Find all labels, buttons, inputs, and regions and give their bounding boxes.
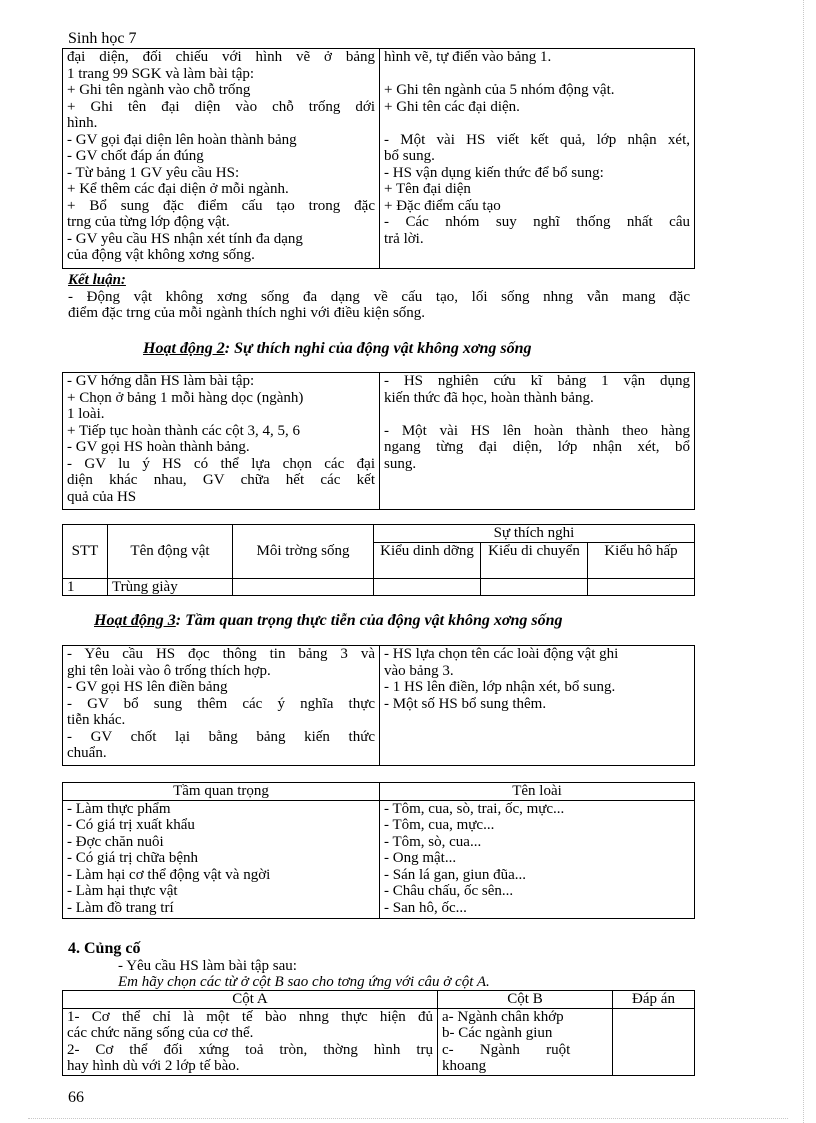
text-line: + Bổ sung đặc điểm cấu tạo trong đặc — [67, 197, 375, 214]
row-number: 1 — [63, 578, 108, 596]
text-line: - Động vật không xơng sống đa dạng về cấu tạo, lối sống nhng vẫn mang đặc — [68, 289, 690, 305]
text-line: hình vẽ, tự điển vào bảng 1. — [384, 49, 552, 65]
col-a-content — [63, 1008, 438, 1075]
importance-item: - Làm thực phẩm — [67, 800, 171, 817]
species-list — [380, 800, 695, 918]
text-line: + Tiếp tục hoàn thành các cột 3, 4, 5, 6 — [67, 422, 301, 439]
text-line: a- Ngành chân khớp — [442, 1008, 564, 1025]
text-line: các chức năng sống của cơ thể. — [67, 1025, 254, 1041]
col-b-content — [438, 1008, 613, 1075]
col-species: Tên loài — [380, 783, 695, 801]
text-line: - GV yêu cầu HS nhận xét tính đa dạng — [67, 230, 303, 247]
text-line: + Tên đại diện — [384, 181, 471, 197]
text-line: + Ghi tên các đại diện. — [384, 98, 520, 115]
activity3-title: : Tầm quan trọng thực tiễn của động vật không xơng sống — [175, 612, 563, 629]
activity1-table — [62, 48, 695, 269]
text-line: - GV chốt lại bằng bảng kiến thức — [67, 728, 375, 745]
col-answer-header: Đáp án — [613, 991, 695, 1009]
text-line — [384, 115, 690, 132]
text-line — [384, 66, 690, 83]
text-line: - GV gọi HS hoàn thành bảng. — [67, 439, 250, 455]
text-line: + Ghi tên ngành của 5 nhóm động vật. — [384, 82, 615, 98]
text-line: - Một vài HS lên hoàn thành theo hàng — [384, 422, 690, 439]
species-item: - Châu chấu, ốc sên... — [384, 883, 514, 899]
species-item: - Ong mật... — [384, 850, 457, 866]
activity2-student-cell — [380, 373, 695, 510]
species-item: - Tôm, sò, cua... — [384, 833, 482, 850]
text-line: chuẩn. — [67, 745, 107, 761]
text-line: - GV bổ sung thêm các ý nghĩa thực — [67, 695, 375, 712]
text-line: diện khác nhau, GV chữa hết các kết — [67, 472, 375, 488]
row-respiration — [588, 578, 695, 596]
text-line: tiễn khác. — [67, 712, 126, 728]
text-line: bổ sung. — [384, 148, 435, 164]
section4-instruction: - Yêu cầu HS làm bài tập sau: — [118, 958, 297, 974]
text-line: - HS nghiên cứu kĩ bảng 1 vận dụng — [384, 373, 690, 389]
importance-item: - Có giá trị chữa bệnh — [67, 850, 199, 866]
text-line: của động vật không xơng sống. — [67, 247, 255, 263]
species-item: - Sán lá gan, giun đũa... — [384, 866, 527, 883]
text-line: - GV gọi đại diện lên hoàn thành bảng — [67, 131, 297, 148]
text-line: - Yêu cầu HS đọc thông tin bảng 3 và — [67, 646, 375, 662]
text-line: - Một vài HS viết kết quả, lớp nhận xét, — [384, 131, 690, 148]
importance-item: - Làm đồ trang trí — [67, 899, 174, 916]
text-line: vào bảng 3. — [384, 662, 454, 679]
text-line: - GV hớng dẫn HS làm bài tập: — [67, 373, 255, 389]
text-line: 1- Cơ thể chỉ là một tế bào nhng thực hiện đủ — [67, 1008, 433, 1025]
text-line: ngang từng đại diện, lớp nhận xét, bổ — [384, 439, 690, 455]
activity2-teacher-cell — [63, 373, 380, 510]
text-line: đại diện, đối chiếu với hình vẽ ở bảng — [67, 49, 375, 65]
row-environment — [233, 578, 374, 596]
activity1-teacher-cell — [63, 49, 380, 269]
activity3-teacher-cell — [63, 646, 380, 766]
conclusion-title: Kết luận: — [68, 272, 126, 288]
species-item: - Tôm, cua, sò, trai, ốc, mực... — [384, 800, 565, 817]
bottom-margin-line — [28, 1118, 788, 1119]
col-a-header: Cột A — [63, 991, 438, 1009]
text-line: + Đặc điểm cấu tạo — [384, 197, 501, 214]
activity2-label: Hoạt động 2 — [143, 340, 225, 357]
right-margin-line — [803, 0, 804, 1123]
col-animal-name: Tên động vật — [108, 525, 233, 579]
species-item: - San hô, ốc... — [384, 899, 467, 916]
activity1-student-cell — [380, 49, 695, 269]
text-line: - Từ bảng 1 GV yêu cầu HS: — [67, 164, 240, 181]
text-line: - GV lu ý HS có thể lựa chọn các đại — [67, 455, 375, 472]
activity2-heading — [143, 341, 532, 357]
activity3-label: Hoạt động 3 — [94, 612, 176, 629]
col-importance: Tầm quan trọng — [63, 783, 380, 801]
text-line: - GV chốt đáp án đúng — [67, 148, 204, 164]
importance-item: - Làm hại thực vật — [67, 883, 178, 899]
adaptation-table — [62, 524, 695, 596]
col-nutrition: Kiểu dinh dỡng — [374, 542, 481, 578]
text-line: hay hình dù với 2 lớp tế bào. — [67, 1058, 240, 1074]
matching-table — [62, 990, 695, 1076]
importance-item: - Đợc chăn nuôi — [67, 833, 164, 850]
text-line: - HS lựa chọn tên các loài động vật ghi — [384, 646, 619, 662]
text-line: 1 trang 99 SGK và làm bài tập: — [67, 65, 255, 82]
conclusion-text — [68, 289, 690, 321]
section4-title: 4. Củng cố — [68, 940, 141, 957]
text-line: - 1 HS lên điền, lớp nhận xét, bổ sung. — [384, 679, 616, 695]
text-line: + Kể thêm các đại diện ở mỗi ngành. — [67, 181, 289, 197]
text-line: + Chọn ở bảng 1 mỗi hàng dọc (ngành) — [67, 389, 304, 406]
text-line: hình. — [67, 115, 98, 131]
text-line: sung. — [384, 455, 417, 472]
col-stt: STT — [63, 525, 108, 579]
row-animal-name: Trùng giày — [108, 578, 233, 596]
text-line: 1 loài. — [67, 406, 105, 422]
importance-list — [63, 800, 380, 918]
text-line: trng của từng lớp động vật. — [67, 214, 230, 230]
activity2-title: : Sự thích nghi của động vật không xơng sống — [224, 340, 532, 357]
section4-prompt: Em hãy chọn các từ ở cột B sao cho tơng ứng với câu ở cột A. — [118, 974, 490, 990]
activity3-heading — [94, 613, 562, 629]
col-answer-content — [613, 1008, 695, 1075]
page-number: 66 — [68, 1089, 84, 1106]
text-line: - Các nhóm suy nghĩ thống nhất câu — [384, 214, 690, 230]
text-line: - HS vận dụng kiến thức để bổ sung: — [384, 164, 604, 181]
importance-item: - Có giá trị xuất khẩu — [67, 817, 195, 833]
col-respiration: Kiểu hô hấp — [588, 542, 695, 578]
col-b-header: Cột B — [438, 991, 613, 1009]
row-locomotion — [481, 578, 588, 596]
text-line: kiến thức đã học, hoàn thành bảng. — [384, 389, 594, 406]
text-line: điểm đặc trng của mỗi ngành thích nghi với điều kiện sống. — [68, 305, 426, 321]
activity3-student-cell — [380, 646, 695, 766]
group-adaptation: Sự thích nghi — [374, 525, 695, 543]
text-line: + Ghi tên đại diện vào chỗ trống dới — [67, 98, 375, 115]
text-line: trả lời. — [384, 230, 424, 247]
text-line: quả của HS — [67, 488, 137, 505]
activity3-table — [62, 645, 695, 766]
importance-item: - Làm hại cơ thể động vật và ngời — [67, 866, 271, 883]
importance-table — [62, 782, 695, 919]
header-subject: Sinh học 7 — [68, 30, 137, 47]
text-line: c- Ngành ruột — [442, 1041, 571, 1058]
text-line: b- Các ngành giun — [442, 1025, 553, 1041]
species-item: - Tôm, cua, mực... — [384, 817, 495, 833]
text-line: khoang — [442, 1058, 487, 1074]
activity2-table — [62, 372, 695, 510]
text-line: ghi tên loài vào ô trống thích hợp. — [67, 662, 271, 679]
text-line: - GV gọi HS lên điền bảng — [67, 679, 228, 695]
text-line — [384, 406, 690, 423]
text-line: 2- Cơ thể đối xứng toả tròn, thờng hình trụ — [67, 1041, 433, 1058]
col-environment: Môi trờng sống — [233, 525, 374, 579]
text-line: + Ghi tên ngành vào chỗ trống — [67, 82, 251, 98]
row-nutrition — [374, 578, 481, 596]
col-locomotion: Kiểu di chuyển — [481, 542, 588, 578]
text-line: - Một số HS bổ sung thêm. — [384, 695, 547, 712]
